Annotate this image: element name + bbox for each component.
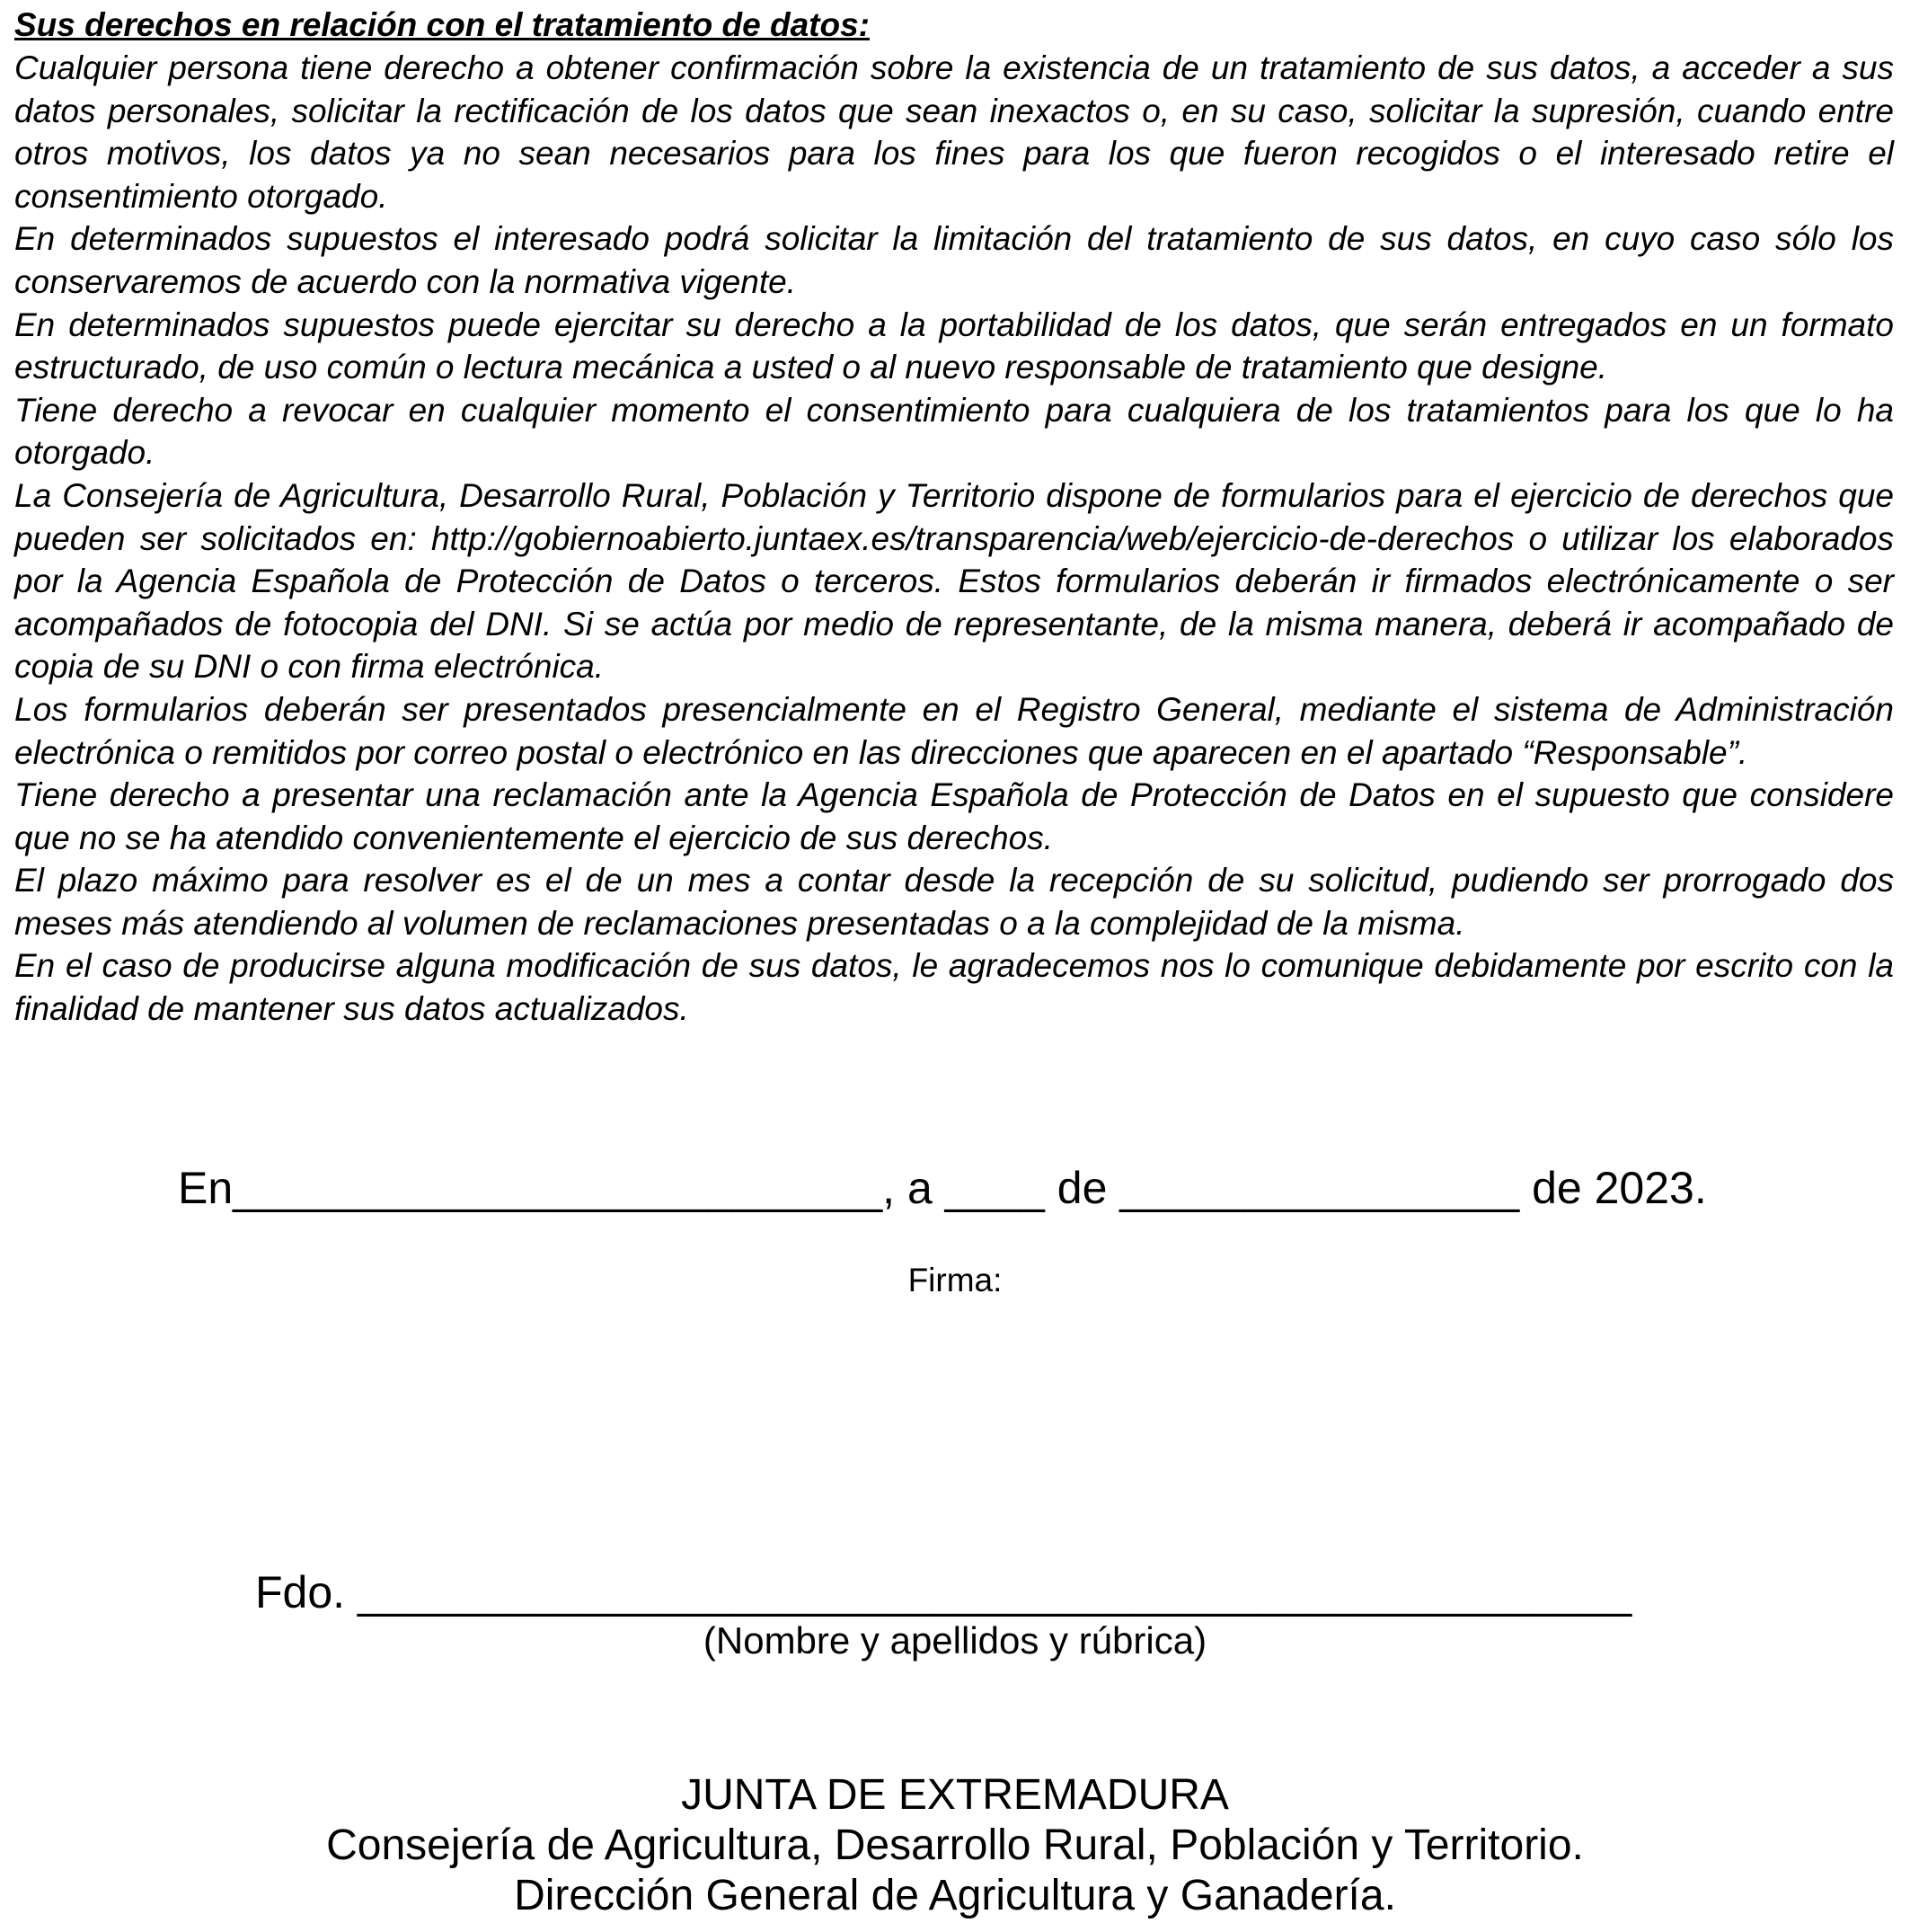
signed-by-line: Fdo. ___________________________________________________ <box>255 1567 1632 1617</box>
rights-paragraph-revocation: Tiene derecho a revocar en cualquier momento el consentimiento para cualquiera de los tratamientos para los que lo ha otorgado. <box>14 391 1894 472</box>
footer-ministry: Consejería de Agricultura, Desarrollo Rural, Población y Territorio. <box>326 1821 1584 1869</box>
footer-directorate: Dirección General de Agricultura y Ganadería. <box>514 1872 1396 1919</box>
rights-paragraph-forms: La Consejería de Agricultura, Desarrollo Rural, Población y Territorio dispone de formularios para el ejercicio de derechos que pueden ser solicitados en: http://gobiernoabierto.juntaex.es/transparencia/web/ejercicio-de-derechos o utilizar los elaborados por la Agencia Española de Protección de Datos o terceros. Estos formularios deberán ir firmados electrónicamente o ser acompañados de fotocopia del DNI. Si se actúa por medio de representante, de la misma manera, deberá ir acompañado de copia de su DNI o con firma electrónica. <box>14 476 1894 686</box>
rights-section <box>14 4 1894 1031</box>
rights-paragraph-limitation: En determinados supuestos el interesado podrá solicitar la limitación del tratamiento de sus datos, en cuyo caso sólo los conservaremos de acuerdo con la normativa vigente. <box>14 220 1894 300</box>
signed-by-caption: (Nombre y apellidos y rúbrica) <box>703 1619 1207 1662</box>
rights-heading: Sus derechos en relación con el tratamiento de datos: <box>14 6 870 43</box>
rights-paragraph-deadline: El plazo máximo para resolver es el de un mes a contar desde la recepción de su solicitud, pudiendo ser prorrogado dos meses más atendiendo al volumen de reclamaciones presentadas o a la complejidad de la misma. <box>14 862 1894 942</box>
footer-institution: JUNTA DE EXTREMADURA <box>681 1771 1229 1819</box>
rights-paragraph-submission: Los formularios deberán ser presentados presencialmente en el Registro General, mediante el sistema de Administración electrónica o remitidos por correo postal o electrónico en las direcciones que aparecen en el apartado “Responsable”. <box>14 690 1894 771</box>
rights-paragraph-access: Cualquier persona tiene derecho a obtener confirmación sobre la existencia de un tratamiento de sus datos, a acceder a sus datos personales, solicitar la rectificación de los datos que sean inexactos o, en su caso, solicitar la supresión, cuando entre otros motivos, los datos ya no sean necesarios para los fines para los que fueron recogidos o el interesado retire el consentimiento otorgado. <box>14 49 1894 215</box>
signature-label: Firma: <box>907 1262 1003 1298</box>
footer <box>0 1770 1910 1921</box>
rights-paragraph-updates: En el caso de producirse alguna modificación de sus datos, le agradecemos nos lo comunique debidamente por escrito con la finalidad de mantener sus datos actualizados. <box>14 947 1894 1028</box>
rights-paragraph-portability: En determinados supuestos puede ejercitar su derecho a la portabilidad de los datos, que serán entregados en un formato estructurado, de uso común o lectura mecánica a usted o al nuevo responsable de tratamiento que designe. <box>14 306 1894 386</box>
rights-paragraph-complaint: Tiene derecho a presentar una reclamación ante la Agencia Española de Protección de Datos en el supuesto que considere que no se ha atendido convenientemente el ejercicio de sus derechos. <box>14 776 1894 856</box>
date-place-line: En__________________________, a ____ de ________________ de 2023. <box>178 1163 1707 1213</box>
